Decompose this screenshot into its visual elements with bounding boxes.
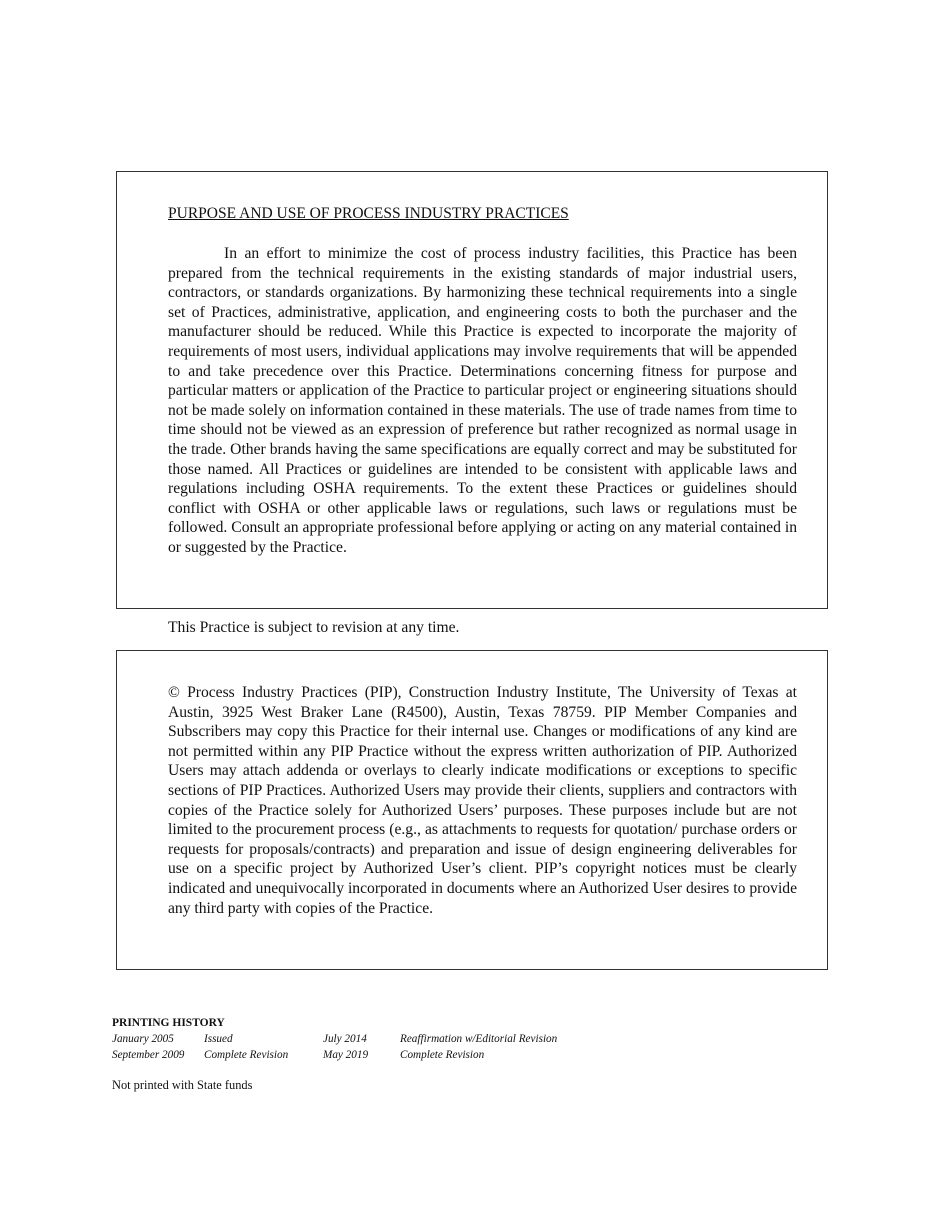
printing-history-row <box>112 1047 485 1063</box>
state-funds-note: Not printed with State funds <box>112 1078 253 1092</box>
history-status: Issued <box>204 1033 233 1045</box>
history-date: January 2005 <box>112 1033 174 1045</box>
history-date: May 2019 <box>323 1049 369 1061</box>
copyright-section-box <box>116 650 828 970</box>
history-date: September 2009 <box>112 1049 185 1061</box>
revision-note: This Practice is subject to revision at any time. <box>168 619 460 636</box>
purpose-heading: PURPOSE AND USE OF PROCESS INDUSTRY PRACTICES <box>168 205 569 222</box>
printing-history <box>112 1016 558 1063</box>
printing-history-title: PRINTING HISTORY <box>112 1017 225 1029</box>
purpose-section-box <box>116 171 828 609</box>
history-status: Complete Revision <box>400 1049 485 1061</box>
printing-history-row <box>112 1031 558 1047</box>
history-status: Complete Revision <box>204 1049 289 1061</box>
history-date: July 2014 <box>323 1033 367 1045</box>
purpose-body-text: In an effort to minimize the cost of process industry facilities, this Practice has been prepared from the technical requirements in the existing standards of major industrial users, contractors, or standards organizations. By harmonizing these technical requirements into a single set of Practices, administrative, application, and engineering costs to both the purchaser and the manufacturer should be reduced. While this Practice is expected to incorporate the majority of requirements of most users, individual applications may involve requirements that will be appended to and take precedence over this Practice. Determinations concerning fitness for purpose and particular matters or application of the Practice to particular project or engineering situations should not be made solely on information contained in these materials. The use of trade names from time to time should not be viewed as an expression of preference but rather recognized as normal usage in the trade. Other brands having the same specifications are equally correct and may be substituted for those named. All Practices or guidelines are intended to be consistent with applicable laws and regulations including OSHA requirements. To the extent these Practices or guidelines should conflict with OSHA or other applicable laws or regulations, such laws or regulations must be followed. Consult an appropriate professional before applying or acting on any material contained in or suggested by the Practice. <box>168 245 797 556</box>
copyright-body-text: © Process Industry Practices (PIP), Construction Industry Institute, The University of Texas at Austin, 3925 West Braker Lane (R4500), Austin, Texas 78759. PIP Member Companies and Subscribers may copy this Practice for their internal use. Changes or modifications of any kind are not permitted within any PIP Practice without the express written authorization of PIP. Authorized Users may attach addenda or overlays to clearly indicate modifications or exceptions to specific sections of PIP Practices. Authorized Users may provide their clients, suppliers and contractors with copies of the Practice solely for Authorized Users’ purposes. These purposes include but are not limited to the procurement process (e.g., as attachments to requests for quotation/ purchase orders or requests for proposals/contracts) and preparation and issue of design engineering deliverables for use on a specific project by Authorized User’s client. PIP’s copyright notices must be clearly indicated and unequivocally incorporated in documents where an Authorized User desires to provide any third party with copies of the Practice. <box>168 684 797 917</box>
history-status: Reaffirmation w/Editorial Revision <box>400 1033 558 1045</box>
